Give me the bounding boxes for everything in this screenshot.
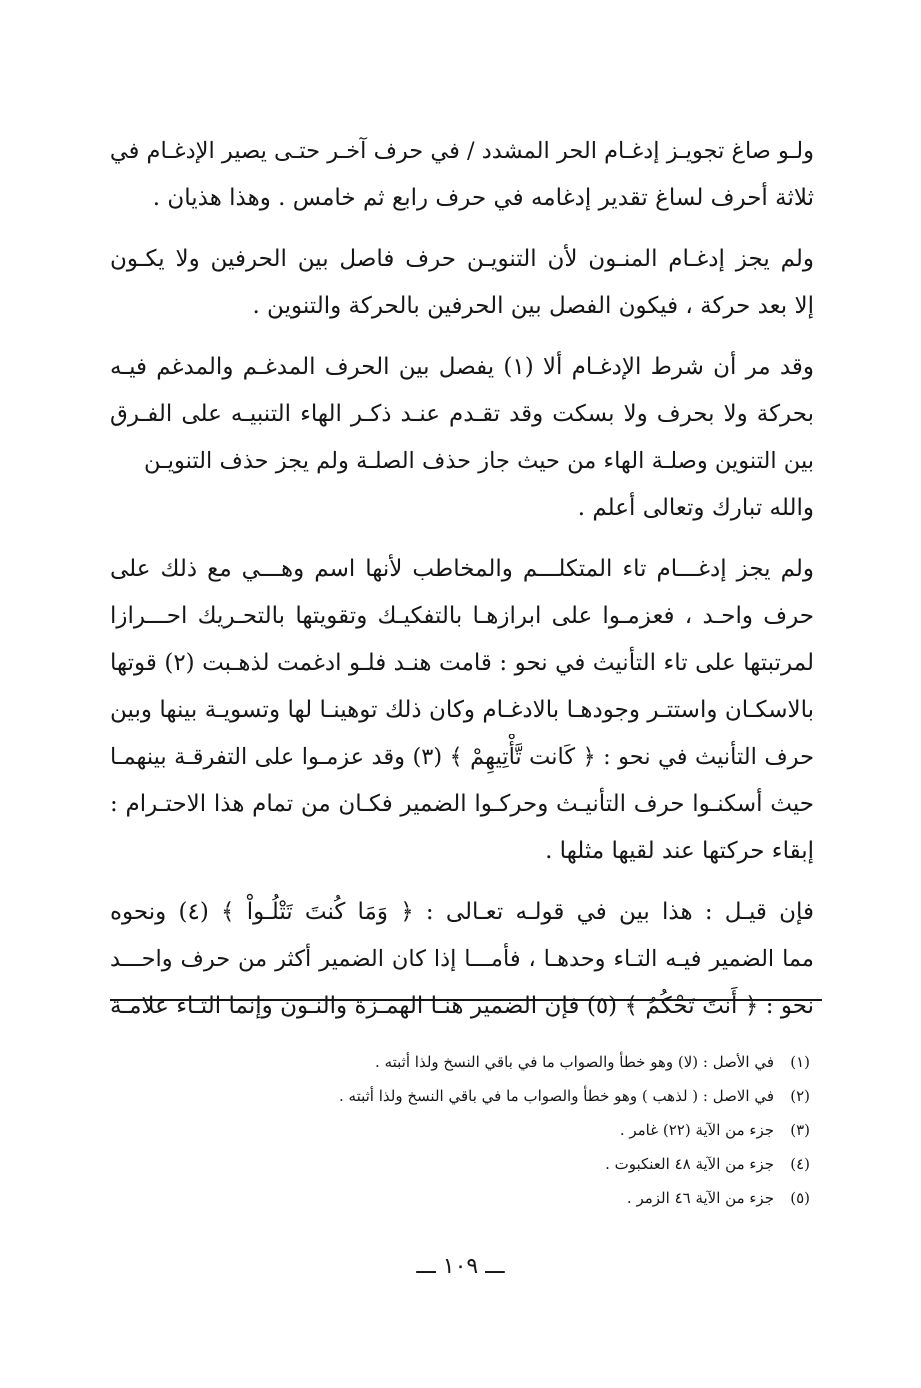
paragraph: [110, 344, 814, 532]
footnote-number: (٥): [790, 1189, 810, 1207]
text-line: بين التنوين وصلـة الهاء من حيث جاز حذف الصلـة ولم يجز حذف التنويـن: [144, 448, 814, 474]
paragraph: [110, 128, 814, 222]
text-line: ثلاثة أحرف لساغ تقدير إدغامه في حرف رابع ثم خامس . وهذا هذيان .: [152, 185, 814, 211]
text-line: ولم يجز إدغـام المنـون لأن التنويـن حرف فاصل بين الحرفين ولا يكـون: [110, 246, 814, 272]
text-line: ولم يجز إدغـــام تاء المتكلـــم والمخاطب لأنها اسم وهـــي مع ذلك على: [110, 556, 814, 582]
footnote: [130, 1079, 810, 1113]
text-line: فإن قيـل : هذا بين في قولـه تعـالى : ﴿ وَمَا كُنتَ تَتْلُـواْ ﴾ (٤) ونحوه: [110, 899, 814, 925]
paragraph: [110, 236, 814, 330]
text-line: حيث أسكنـوا حرف التأنيـث وحركـوا الضمير فكـان من تمام هذا الاحتـرام :: [110, 791, 814, 817]
text-line: حرف واحـد ، فعزمـوا على ابرازهـا بالتفكيـك وتقويتها بالتحـريك احـــرازا: [110, 603, 814, 629]
text-line: لمرتبتها على تاء التأنيث في نحو : قامت هنـد فلـو ادغمت لذهـبت (٢) قوتها: [110, 650, 814, 676]
text-line: إبقاء حركتها عند لقيها مثلها .: [545, 838, 814, 864]
footnote-separator: [110, 999, 822, 1001]
text-line: نحو : ﴿ أَنتَ تَحْكُمُ ﴾ (٥) فإن الضمير هنـا الهمـزة والنـون وإنما التـاء علامـة: [110, 993, 814, 1019]
text-line: وقد مر أن شرط الإدغـام ألا (١) يفصل بين الحرف المدغـم والمدغم فيـه: [110, 354, 814, 380]
text-line: إلا بعد حركة ، فيكون الفصل بين الحرفين بالحركة والتنوين .: [252, 293, 814, 319]
footnote-text: في الأصل : (لا) وهو خطأ والصواب ما في باقي النسخ ولذا أثبته .: [375, 1053, 774, 1071]
paragraph: [110, 546, 814, 875]
paragraph: [110, 889, 814, 1030]
text-line: والله تبارك وتعالى أعلم .: [577, 495, 814, 521]
footnote-number: (٣): [790, 1121, 810, 1139]
footnote: [130, 1045, 810, 1079]
footnote-number: (٢): [790, 1087, 810, 1105]
footnote-text: جزء من الآية ٤٦ الزمر .: [626, 1189, 774, 1207]
text-line: بالاسكـان واستتـر وجودهـا بالادغـام وكان ذلك توهينـا لها وتسويـة بينها وبين: [110, 697, 814, 723]
footnote: [130, 1181, 810, 1215]
footnote-text: جزء من الآية (٢٢) غامر .: [619, 1121, 774, 1139]
footnote: [130, 1147, 810, 1181]
footnotes: [130, 1045, 810, 1215]
footnote: [130, 1113, 810, 1147]
footnote-text: في الاصل : ( لذهب ) وهو خطأ والصواب ما في باقي النسخ ولذا أثبته .: [338, 1087, 774, 1105]
page-number: ـــ ١٠٩ ـــ: [416, 1254, 505, 1279]
footnote-text: جزء من الآية ٤٨ العنكبوت .: [605, 1155, 774, 1173]
footnote-number: (٤): [790, 1155, 810, 1173]
footnote-number: (١): [790, 1053, 810, 1071]
main-text: [110, 128, 814, 1044]
text-line: بحركة ولا بحرف ولا بسكت وقد تقـدم عنـد ذكـر الهاء التنبيـه على الفـرق: [110, 401, 814, 427]
text-line: مما الضمير فيـه التـاء وحدهـا ، فأمـــا إذا كان الضمير أكثر من حرف واحـــد: [110, 946, 814, 972]
text-line: ولـو صاغ تجويـز إدغـام الحر المشدد / في حرف آخـر حتـى يصير الإدغـام في: [110, 138, 814, 164]
text-line: حرف التأنيث في نحو : ﴿ كَانت تَّأْتِيهِمْ ﴾ (٣) وقد عزمـوا على التفرقـة بينهمـا: [110, 744, 814, 770]
